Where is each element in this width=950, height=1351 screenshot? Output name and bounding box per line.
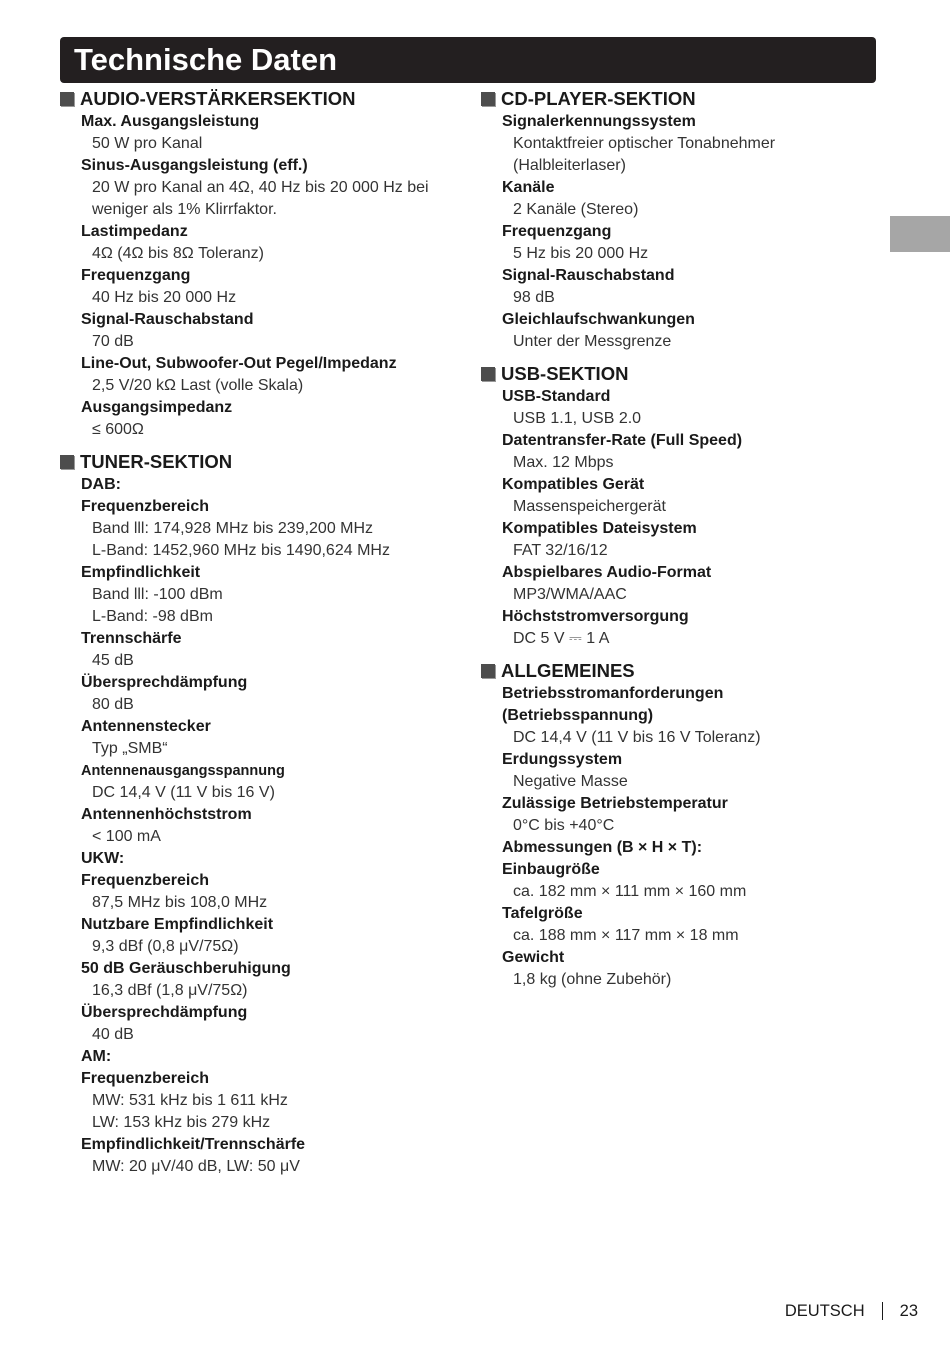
spec-value: MW: 531 kHz bis 1 611 kHz bbox=[92, 1092, 288, 1109]
spec-value: 2,5 V/20 kΩ Last (volle Skala) bbox=[92, 377, 304, 394]
spec-label: Signalerkennungssystem bbox=[502, 113, 696, 130]
spec-label: Betriebsstromanforderungen bbox=[502, 685, 724, 702]
page-number: 23 bbox=[899, 1302, 918, 1320]
spec-label: Übersprechdämpfung bbox=[81, 1004, 248, 1021]
spec-value: Max. 12 Mbps bbox=[513, 454, 614, 471]
spec-label: Frequenzbereich bbox=[81, 872, 210, 889]
footer-separator bbox=[882, 1302, 883, 1320]
section-audio-verstärkersektion bbox=[60, 86, 460, 441]
section-heading bbox=[60, 449, 460, 474]
spec-label: Kompatibles Gerät bbox=[502, 476, 645, 493]
spec-label: DAB: bbox=[81, 476, 121, 493]
spec-value: 40 dB bbox=[92, 1026, 134, 1043]
spec-label: Sinus-Ausgangsleistung (eff.) bbox=[81, 157, 308, 174]
section-heading-text: AUDIO-VERSTÄRKERSEKTION bbox=[80, 88, 356, 109]
spec-label: Einbaugröße bbox=[502, 861, 600, 878]
spec-label: Erdungssystem bbox=[502, 751, 623, 768]
chapter-tab-marker bbox=[890, 216, 950, 252]
spec-label: Signal-Rauschabstand bbox=[502, 267, 675, 284]
spec-label: USB-Standard bbox=[502, 388, 611, 405]
spec-value: 20 W pro Kanal an 4Ω, 40 Hz bis 20 000 Hz bei bbox=[92, 179, 429, 196]
spec-value: 9,3 dBf (0,8 μV/75Ω) bbox=[92, 938, 239, 955]
spec-label: Übersprechdämpfung bbox=[81, 674, 248, 691]
section-heading-text: USB-SEKTION bbox=[501, 363, 629, 384]
section-usb-sektion bbox=[481, 361, 881, 650]
spec-label: UKW: bbox=[81, 850, 125, 867]
spec-value: 70 dB bbox=[92, 333, 134, 350]
spec-label: Empfindlichkeit/Trennschärfe bbox=[81, 1136, 306, 1153]
square-bullet-icon bbox=[481, 664, 495, 678]
title-bar bbox=[60, 37, 876, 83]
square-bullet-icon bbox=[60, 92, 74, 106]
spec-value: LW: 153 kHz bis 279 kHz bbox=[92, 1114, 271, 1131]
spec-label: Nutzbare Empfindlichkeit bbox=[81, 916, 274, 933]
spec-label: Datentransfer-Rate (Full Speed) bbox=[502, 432, 743, 449]
spec-label: Abspielbares Audio-Format bbox=[502, 564, 712, 581]
spec-value: FAT 32/16/12 bbox=[513, 542, 608, 559]
spec-label: Trennschärfe bbox=[81, 630, 182, 647]
spec-label: 50 dB Geräuschberuhigung bbox=[81, 960, 291, 977]
section-heading-text: TUNER-SEKTION bbox=[80, 451, 233, 472]
spec-label: Gewicht bbox=[502, 949, 565, 966]
spec-label: Antennenstecker bbox=[81, 718, 211, 735]
spec-label: Frequenzgang bbox=[502, 223, 612, 240]
spec-value: USB 1.1, USB 2.0 bbox=[513, 410, 642, 427]
spec-value: ca. 182 mm × 111 mm × 160 mm bbox=[513, 883, 747, 900]
spec-value: 0°C bis +40°C bbox=[513, 817, 615, 834]
spec-label: Antennenausgangsspannung bbox=[81, 763, 285, 779]
spec-label: Frequenzbereich bbox=[81, 1070, 210, 1087]
spec-label: (Betriebsspannung) bbox=[502, 707, 654, 724]
spec-value: Band lll: -100 dBm bbox=[92, 586, 223, 603]
spec-value: weniger als 1% Klirrfaktor. bbox=[92, 201, 277, 218]
spec-value: 87,5 MHz bis 108,0 MHz bbox=[92, 894, 268, 911]
spec-label: Lastimpedanz bbox=[81, 223, 188, 240]
spec-label: Max. Ausgangsleistung bbox=[81, 113, 260, 130]
spec-value: ca. 188 mm × 117 mm × 18 mm bbox=[513, 927, 739, 944]
spec-value: (Halbleiterlaser) bbox=[513, 157, 626, 174]
square-bullet-icon bbox=[60, 455, 74, 469]
spec-value: MW: 20 μV/40 dB, LW: 50 μV bbox=[92, 1158, 300, 1175]
right-column bbox=[481, 86, 881, 999]
spec-value: Negative Masse bbox=[513, 773, 628, 790]
spec-value: Unter der Messgrenze bbox=[513, 333, 672, 350]
spec-label: Ausgangsimpedanz bbox=[81, 399, 233, 416]
spec-label: Gleichlaufschwankungen bbox=[502, 311, 695, 328]
spec-label: AM: bbox=[81, 1048, 112, 1065]
footer-language: DEUTSCH bbox=[784, 1302, 865, 1320]
section-tuner-sektion bbox=[60, 449, 460, 1178]
page-title: Technische Daten bbox=[74, 42, 338, 77]
spec-label: Line-Out, Subwoofer-Out Pegel/Impedanz bbox=[81, 355, 397, 372]
spec-value: 40 Hz bis 20 000 Hz bbox=[92, 289, 237, 306]
spec-value: 50 W pro Kanal bbox=[92, 135, 203, 152]
section-heading-text: CD-PLAYER-SEKTION bbox=[501, 88, 696, 109]
spec-label: Zulässige Betriebstemperatur bbox=[502, 795, 728, 812]
square-bullet-icon bbox=[481, 92, 495, 106]
spec-value: DC 14,4 V (11 V bis 16 V Toleranz) bbox=[513, 729, 761, 746]
spec-value: Typ „SMB“ bbox=[92, 740, 168, 757]
spec-label: Höchststromversorgung bbox=[502, 608, 689, 625]
spec-value: Massenspeichergerät bbox=[513, 498, 666, 515]
section-heading bbox=[481, 658, 881, 683]
spec-value: Kontaktfreier optischer Tonabnehmer bbox=[513, 135, 776, 152]
square-bullet-icon bbox=[481, 367, 495, 381]
spec-value: 4Ω (4Ω bis 8Ω Toleranz) bbox=[92, 245, 264, 262]
spec-label: Kompatibles Dateisystem bbox=[502, 520, 697, 537]
spec-label: Antennenhöchststrom bbox=[81, 806, 252, 823]
section-heading-text: ALLGEMEINES bbox=[501, 660, 635, 681]
section-heading bbox=[481, 86, 881, 111]
page-footer bbox=[785, 1299, 918, 1323]
spec-label: Frequenzbereich bbox=[81, 498, 210, 515]
spec-value: Band lll: 174,928 MHz bis 239,200 MHz bbox=[92, 520, 374, 537]
spec-value: DC 14,4 V (11 V bis 16 V) bbox=[92, 784, 275, 801]
section-heading bbox=[481, 361, 881, 386]
spec-value: 1,8 kg (ohne Zubehör) bbox=[513, 971, 672, 988]
spec-value: 98 dB bbox=[513, 289, 555, 306]
spec-value: DC 5 V ⎓ 1 A bbox=[513, 630, 610, 647]
spec-label: Abmessungen (B × H × T): bbox=[502, 839, 703, 856]
left-column bbox=[60, 86, 460, 1186]
spec-value: 2 Kanäle (Stereo) bbox=[513, 201, 639, 218]
spec-value: 45 dB bbox=[92, 652, 134, 669]
section-cd-player-sektion bbox=[481, 86, 881, 353]
spec-value: 5 Hz bis 20 000 Hz bbox=[513, 245, 649, 262]
spec-label: Frequenzgang bbox=[81, 267, 191, 284]
spec-label: Signal-Rauschabstand bbox=[81, 311, 254, 328]
spec-value: < 100 mA bbox=[92, 828, 161, 845]
spec-value: L-Band: -98 dBm bbox=[92, 608, 213, 625]
spec-value: MP3/WMA/AAC bbox=[513, 586, 627, 603]
spec-value: 80 dB bbox=[92, 696, 134, 713]
spec-label: Empfindlichkeit bbox=[81, 564, 201, 581]
spec-value: ≤ 600Ω bbox=[92, 421, 144, 438]
spec-value: 16,3 dBf (1,8 μV/75Ω) bbox=[92, 982, 248, 999]
section-allgemeines bbox=[481, 658, 881, 991]
spec-label: Tafelgröße bbox=[502, 905, 583, 922]
spec-label: Kanäle bbox=[502, 179, 555, 196]
spec-value: L-Band: 1452,960 MHz bis 1490,624 MHz bbox=[92, 542, 390, 559]
section-heading bbox=[60, 86, 460, 111]
